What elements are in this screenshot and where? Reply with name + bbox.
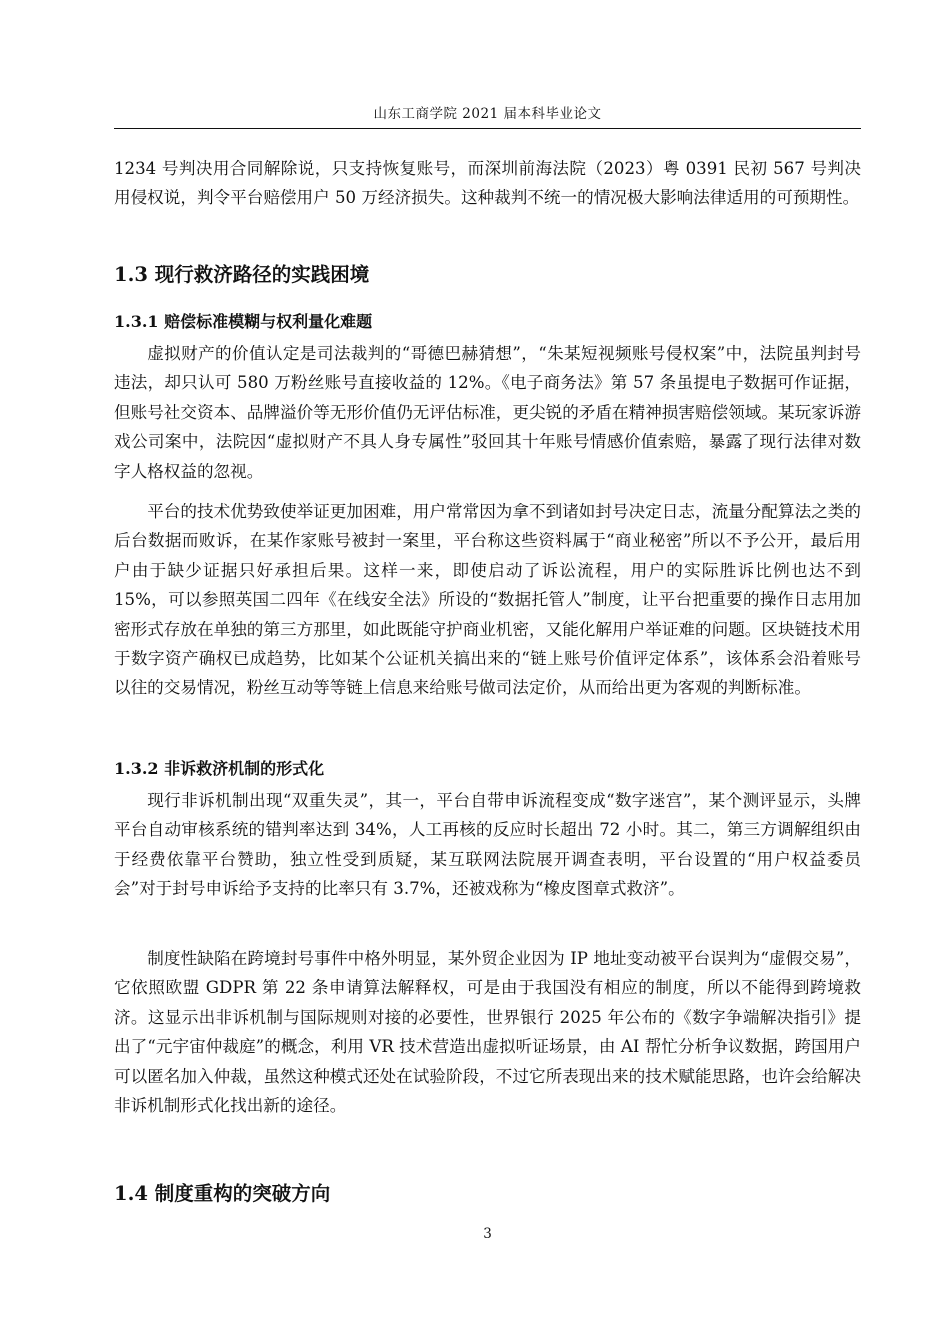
paragraph-evidence-burden: 平台的技术优势致使举证更加困难，用户常常因为拿不到诸如封号决定日志，流量分配算法之类的后台数据而败诉，在某作家账号被封一案里，平台称这些资料属于“商业秘密”所以不予公开，最后用户由于缺少证据只好承担后果。这样一来，即使启动了诉讼流程，用户的实际胜诉比例也达不到 15%，可以参照英国二四年《在线安全法》所设的“数据托管人”制度，让平台把重要的操作日志用加密形式存放在单独的第三方那里，如此既能守护商业机密，又能化解用户举证难的问题。区块链技术用于数字资产确权已成趋势，比如某个公证机关搞出来的“链上账号价值评定体系”，该体系会沿着账号以往的交易情况，粉丝互动等等链上信息来给账号做司法定价，从而给出更为客观的判断标准。 <box>114 502 861 698</box>
paragraph-valuation: 虚拟财产的价值认定是司法裁判的“哥德巴赫猜想”，“朱某短视频账号侵权案”中，法院虽判封号违法，却只认可 580 万粉丝账号直接收益的 12%。《电子商务法》第 57 条虽提电子数据可作证据，但账号社交资本、品牌溢价等无形价值仍无评估标准，更尖锐的矛盾在精神损害赔偿领域。某玩家诉游戏公司案中，法院因“虚拟财产不具人身专属性”驳回其十年账号情感价值索赔，暴露了现行法律对数字人格权益的忽视。 <box>114 344 861 481</box>
paragraph-cross-border: 制度性缺陷在跨境封号事件中格外明显，某外贸企业因为 IP 地址变动被平台误判为“虚假交易”，它依照欧盟 GDPR 第 22 条申请算法解释权，可是由于我国没有相应的制度，所以不能得到跨境救济。这显示出非诉机制与国际规则对接的必要性，世界银行 2025 年公布的《数字争端解决指引》提出了“元宇宙仲裁庭”的概念，利用 VR 技术营造出虚拟听证场景，由 AI 帮忙分析争议数据，跨国用户可以匿名加入仲裁，虽然这种模式还处在试验阶段，不过它所表现出来的技术赋能思路，也许会给解决非诉机制形式化找出新的途径。 <box>114 949 861 1116</box>
section-heading-1-3: 1.3 现行救济路径的实践困境 <box>114 263 370 286</box>
paragraph-continuation: 1234 号判决用合同解除说，只支持恢复账号，而深圳前海法院（2023）粤 0391 民初 567 号判决用侵权说，判令平台赔偿用户 50 万经济损失。这种裁判不统一的情况极大影响法律适用的可预期性。 <box>114 159 861 208</box>
page-number: 3 <box>483 1226 492 1242</box>
header-rule <box>114 128 861 129</box>
subsection-heading-1-3-1: 1.3.1 赔偿标准模糊与权利量化难题 <box>114 312 373 331</box>
paragraph-dual-failure: 现行非诉机制出现“双重失灵”，其一，平台自带申诉流程变成“数字迷宫”，某个测评显示，头牌平台自动审核系统的错判率达到 34%，人工再核的反应时长超出 72 小时。其二，第三方调解组织由于经费依靠平台赞助，独立性受到质疑，某互联网法院展开调查表明，平台设置的“用户权益委员会”对于封号申诉给予支持的比率只有 3.7%，还被戏称为“橡皮图章式救济”。 <box>114 791 861 899</box>
running-header: 山东工商学院 2021 届本科毕业论文 <box>373 106 602 122</box>
subsection-heading-1-3-2: 1.3.2 非诉救济机制的形式化 <box>114 759 325 778</box>
section-heading-1-4: 1.4 制度重构的突破方向 <box>114 1182 331 1205</box>
